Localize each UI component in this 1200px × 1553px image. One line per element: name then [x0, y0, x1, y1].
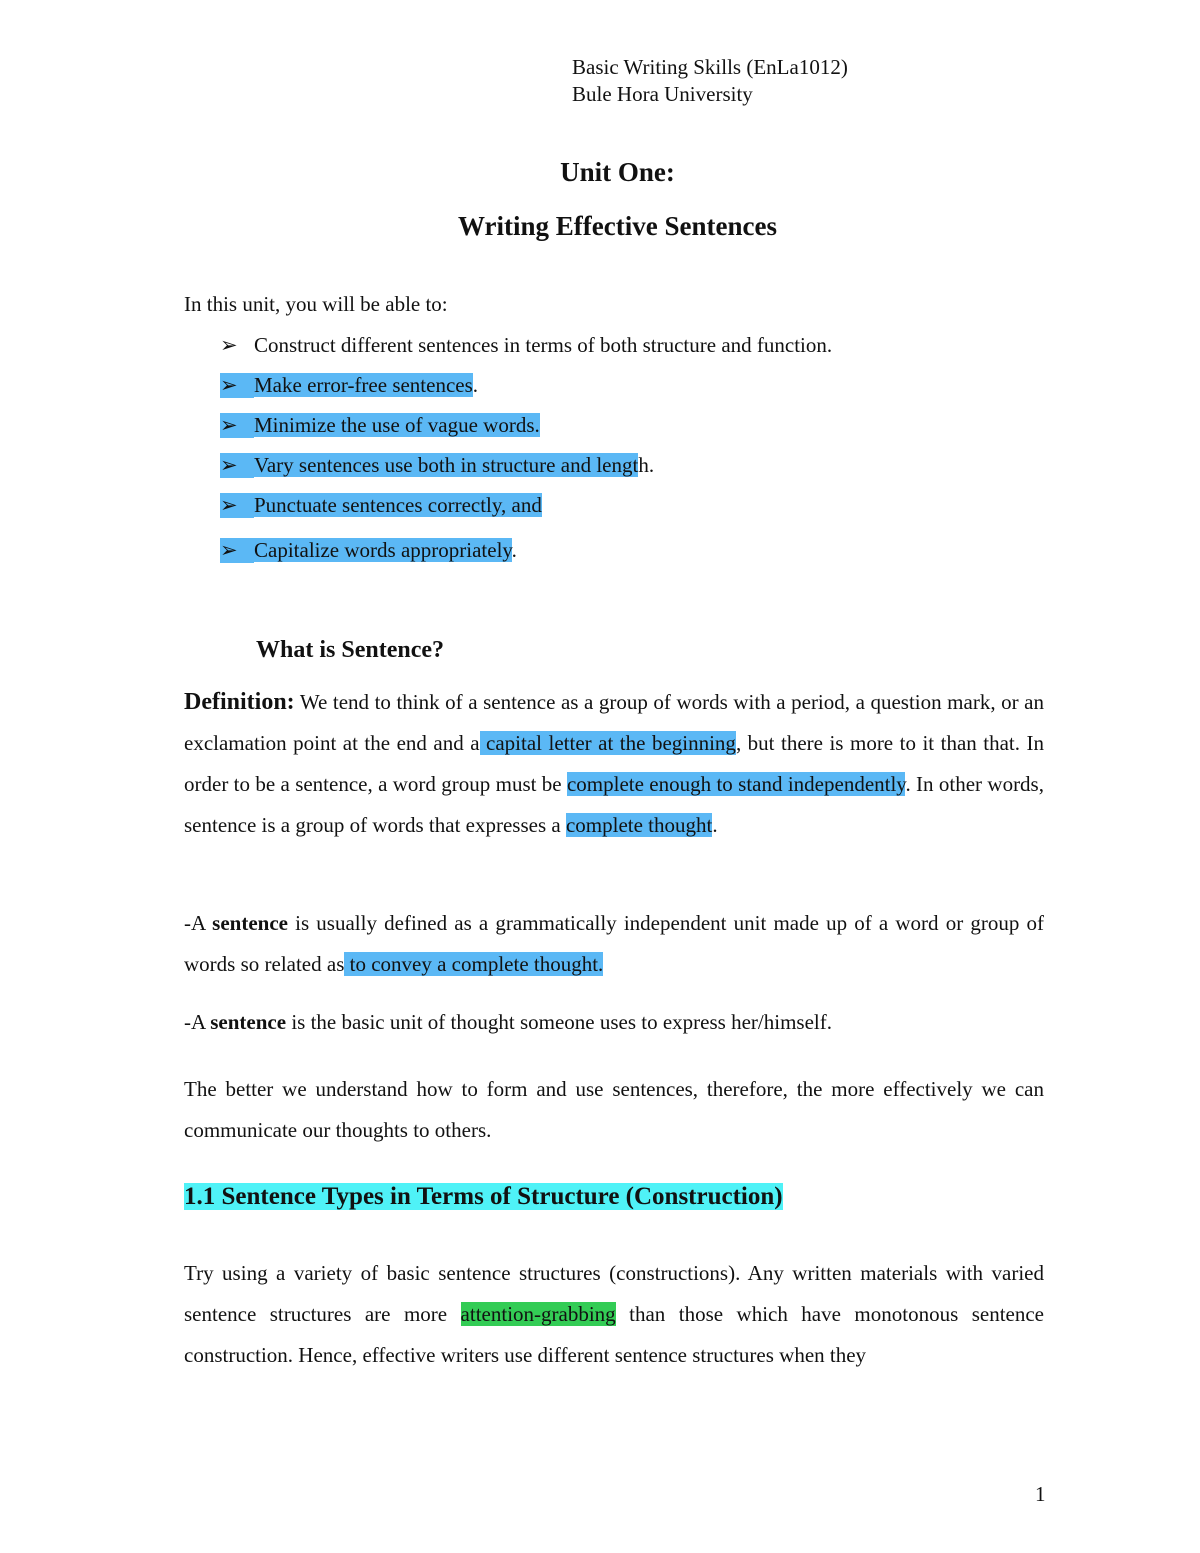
- definition-text: . In other words, sentence is a group of words that expresses a: [184, 772, 1044, 837]
- university-name: Bule Hora University: [572, 82, 753, 106]
- arrow-bullet-icon: ➢: [220, 493, 254, 518]
- arrow-bullet-icon: ➢: [220, 413, 254, 438]
- para-text: -A: [184, 911, 213, 935]
- list-item: [220, 493, 832, 533]
- definition-highlight: complete thought: [565, 813, 713, 837]
- bold-term: sentence: [210, 1010, 287, 1034]
- try-paragraph: [184, 1253, 1044, 1376]
- bold-term: sentence: [212, 911, 288, 935]
- objective-text: Construct different sentences in terms of both structure and function.: [254, 333, 833, 357]
- objectives-list: [220, 333, 832, 578]
- para-text: is usually defined as a grammatically independent unit made up of a word or group of words so related as: [184, 911, 1045, 976]
- para-text: Try using a variety of basic sentence structures (constructions). Any written materials with varied sentence structures are more: [184, 1261, 1044, 1326]
- definition-text: , but there is more to it than that. In order to be a sentence, a word group must be: [184, 731, 1044, 796]
- list-item: [220, 453, 832, 493]
- para-text: -A: [184, 1010, 211, 1034]
- page-number: 1: [1035, 1482, 1046, 1506]
- arrow-bullet-icon: ➢: [220, 538, 254, 563]
- para-text: than those which have monotonous sentence construction. Hence, effective writers use different sentence structures when they: [184, 1302, 1044, 1367]
- para-text: is the basic unit of thought someone uses to express her/himself.: [286, 1010, 832, 1034]
- definition-text: We tend to think of a sentence as a group of words with a period, a question mark, or an exclamation point at the end and a: [184, 690, 1044, 755]
- unit-subtitle: Writing Effective Sentences: [458, 211, 777, 241]
- document-header: [572, 54, 848, 108]
- objective-highlight: Minimize the use of vague words.: [254, 413, 540, 437]
- arrow-bullet-icon: ➢: [220, 373, 254, 398]
- objective-highlight: Vary sentences use both in structure and lengt: [254, 453, 639, 477]
- sentence-definition-2: [184, 1002, 1044, 1043]
- para-highlight: to convey a complete thought.: [344, 952, 604, 976]
- objective-highlight: Make error-free sentences: [254, 373, 473, 397]
- definition-text: .: [712, 813, 718, 837]
- arrow-bullet-icon: ➢: [220, 333, 238, 357]
- para-highlight-green: attention-grabbing: [460, 1302, 616, 1326]
- objective-rest: .: [511, 538, 517, 562]
- list-item: [220, 373, 832, 413]
- arrow-bullet-icon: ➢: [220, 453, 254, 478]
- list-item: [220, 413, 832, 453]
- unit-title: Unit One:: [560, 157, 675, 187]
- course-name: Basic Writing Skills (EnLa1012): [572, 55, 848, 79]
- definition-highlight: capital letter at the beginning: [479, 731, 736, 755]
- better-understanding-paragraph: The better we understand how to form and use sentences, therefore, the more effectively we can communicate our thoughts to others.: [184, 1077, 1044, 1142]
- objective-highlight: Capitalize words appropriately: [254, 538, 512, 562]
- objective-highlight: Punctuate sentences correctly, and: [254, 493, 542, 517]
- definition-label: Definition:: [184, 689, 295, 715]
- section-heading-text: 1.1 Sentence Types in Terms of Structure (Construction): [184, 1183, 783, 1210]
- what-is-heading: What is Sentence?: [256, 637, 444, 663]
- definition-highlight: complete enough to stand independently: [566, 772, 906, 796]
- objective-rest: h.: [638, 453, 655, 477]
- section-heading: [184, 1183, 783, 1211]
- definition-paragraph: [184, 682, 1044, 846]
- sentence-definition-1: [184, 903, 1044, 985]
- objective-rest: .: [472, 373, 479, 397]
- list-item: [220, 333, 832, 373]
- intro-text: In this unit, you will be able to:: [184, 292, 448, 316]
- list-item: [220, 538, 832, 578]
